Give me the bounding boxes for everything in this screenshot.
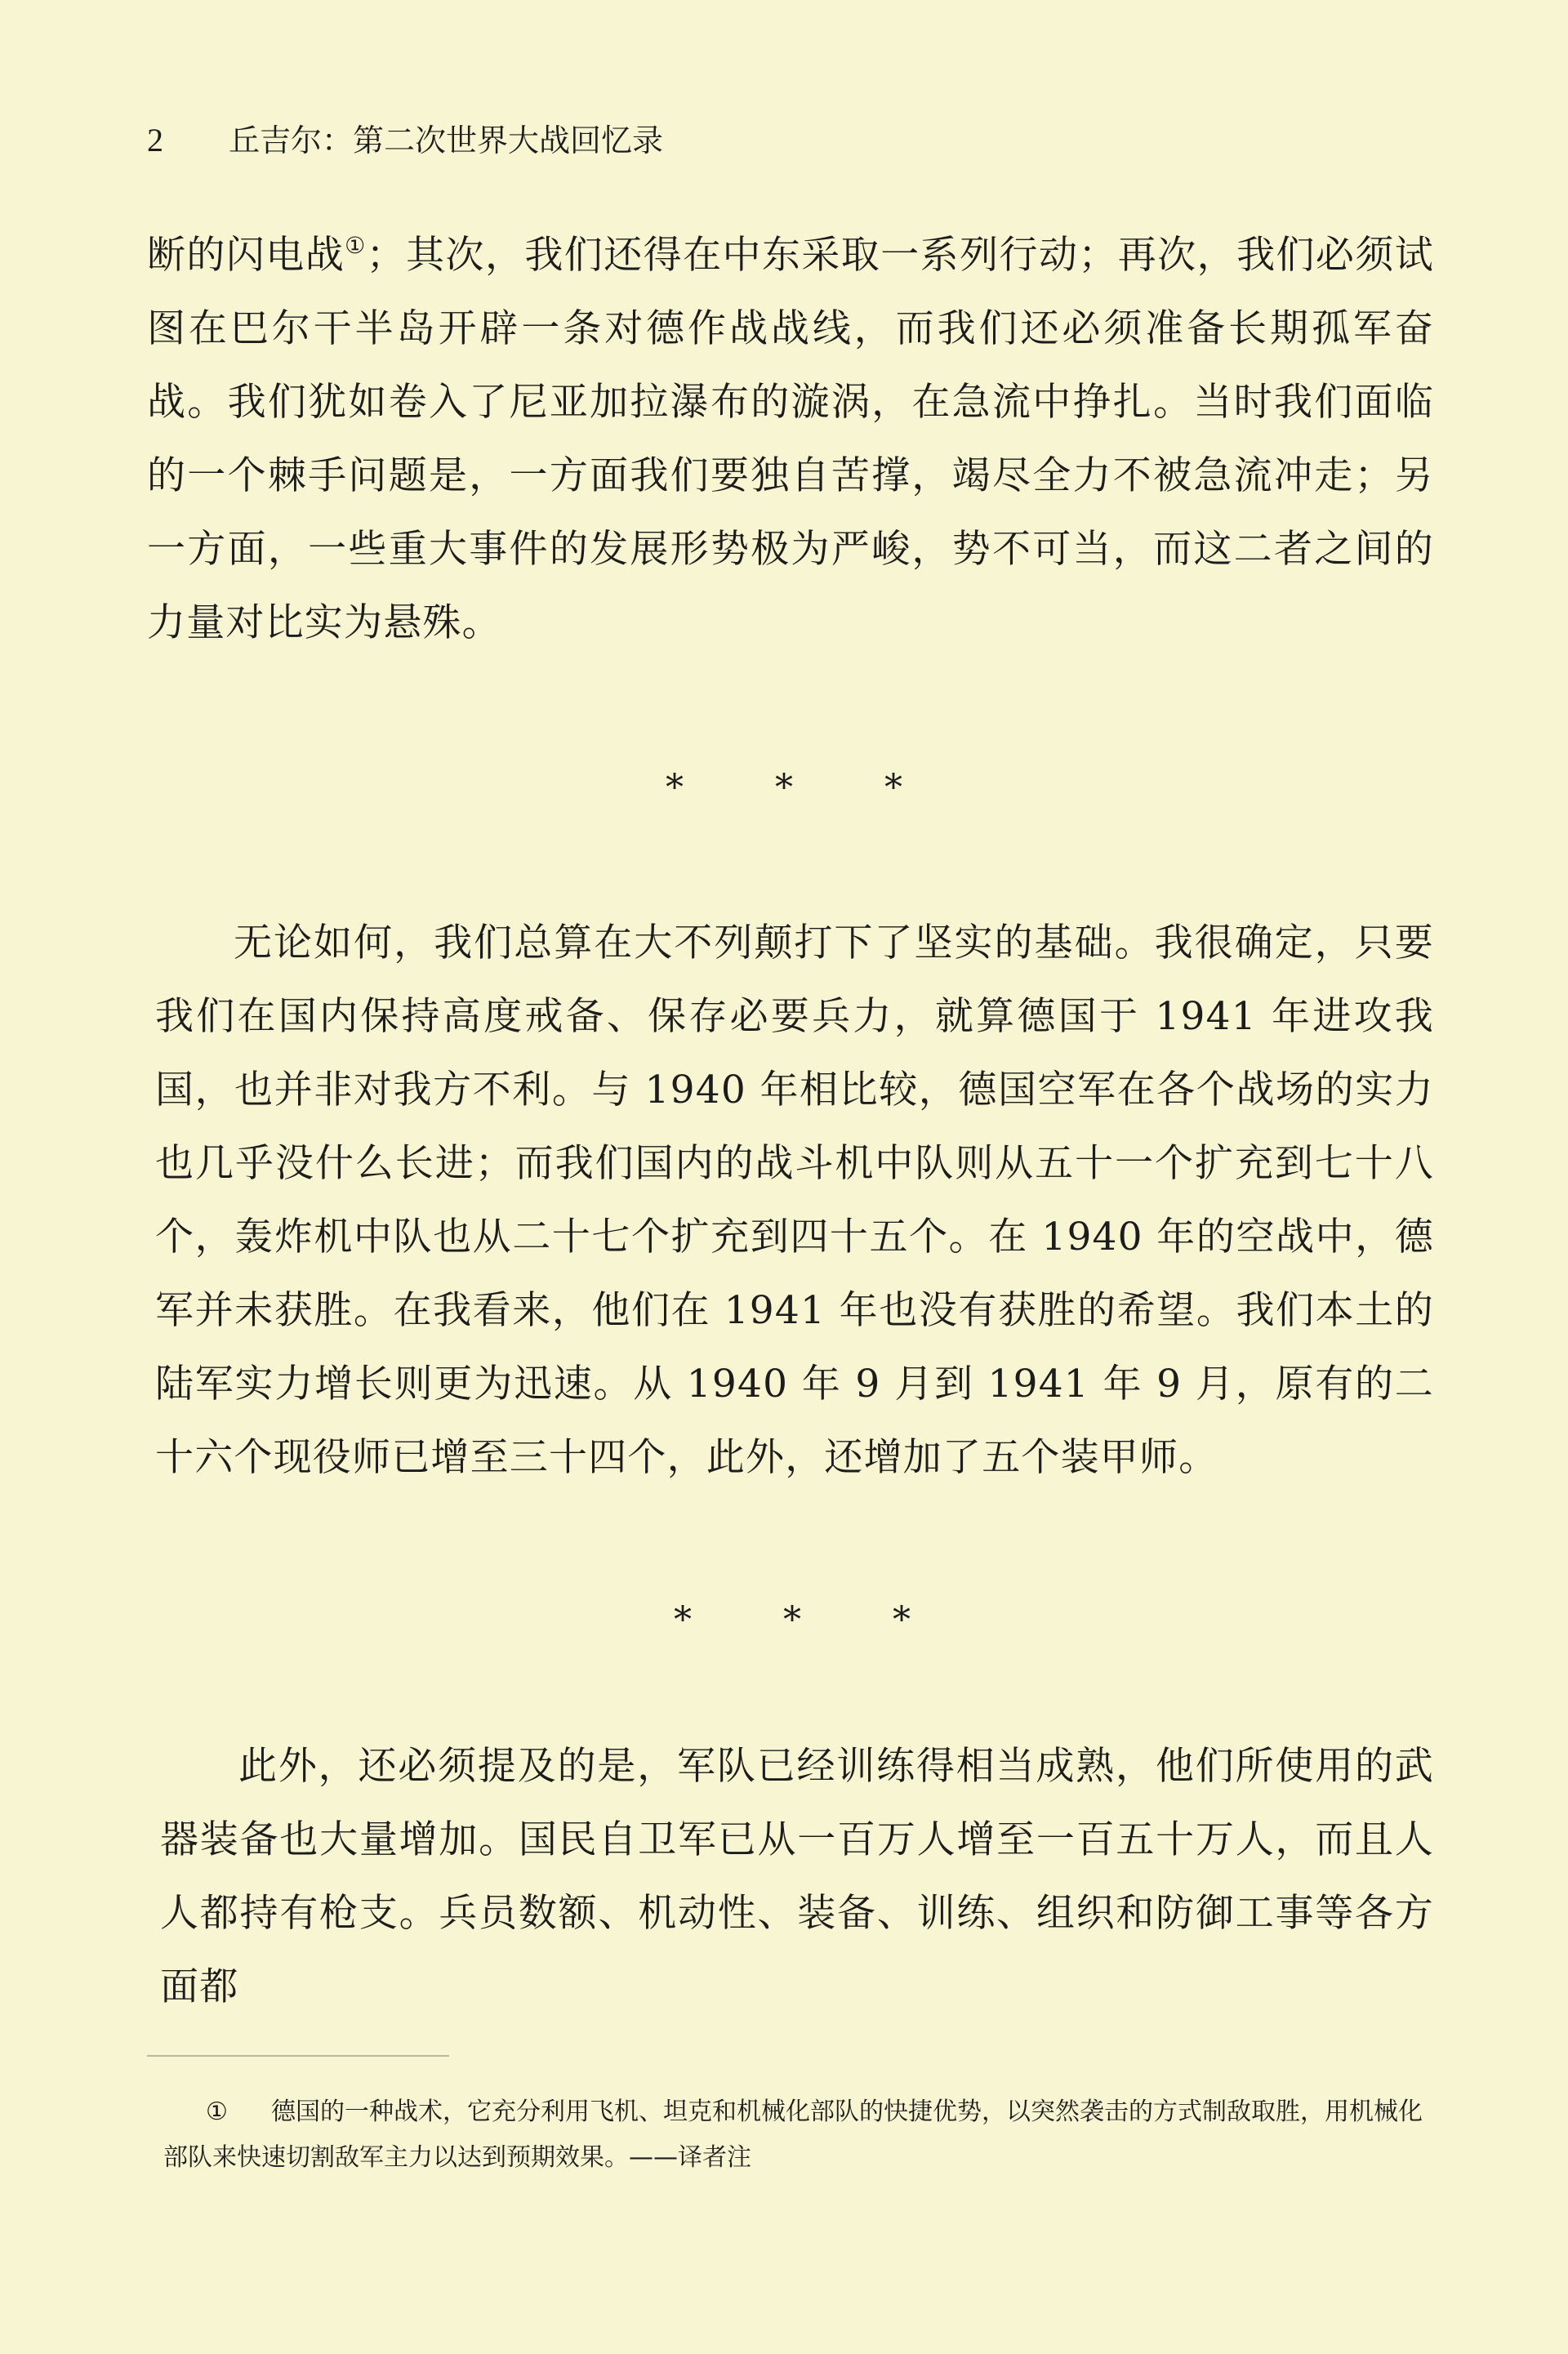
separator-star: * [666, 767, 684, 809]
section-separator [8, 1596, 1568, 1645]
paragraph-3: 此外，还必须提及的是，军队已经训练得相当成熟，他们所使用的武器装备也大量增加。国民自卫军已从一百万人增至一百五十万人，而且人人都持有枪支。兵员数额、机动性、装备、训练、组织和防御工事等各方面都 [160, 1744, 1434, 2009]
paragraph-1-start: 断的闪电战 [147, 233, 345, 278]
separator-star: * [893, 1599, 911, 1641]
paragraph-2: 无论如何，我们总算在大不列颠打下了坚实的基础。我很确定，只要我们在国内保持高度戒备、保存必要兵力，就算德国于 1941 年进攻我国，也并非对我方不利。与 1940 年相比较，德国空军在各个战场的实力也几乎没什么长进；而我们国内的战斗机中队则从五十一个扩充到七十八个，轰炸机中队也从二十七个扩充到四十五个。在 1940 年的空战中，德军并未获胜。在我看来，他们在 1941 年也没有获胜的希望。我们本土的陆军实力增长则更为迅速。从 1940 年 9 月到 1941 年 9 月，原有的二十六个现役师已增至三十四个，此外，还增加了五个装甲师。 [155, 921, 1434, 1480]
separator-star: * [884, 767, 902, 809]
separator-star: * [775, 767, 793, 809]
page-number: 2 [147, 122, 163, 158]
section-separator [0, 764, 1568, 813]
footnote [163, 2089, 1433, 2181]
footnote-marker: ① [206, 2098, 228, 2126]
paragraph-1-rest: ；其次，我们还得在中东采取一系列行动；再次，我们必须试图在巴尔干半岛开辟一条对德作战战线，而我们还必须准备长期孤军奋战。我们犹如卷入了尼亚加拉瀑布的漩涡，在急流中挣扎。当时我们面临的一个棘手问题是，一方面我们要独自苦撑，竭尽全力不被急流冲走；另一方面，一些重大事件的发展形势极为严峻，势不可当，而这二者之间的力量对比实为悬殊。 [147, 233, 1434, 645]
running-header [147, 116, 663, 165]
paragraph-1 [147, 219, 1434, 660]
footnote-divider [147, 2055, 449, 2057]
separator-star: * [783, 1599, 801, 1641]
footnote-reference[interactable]: ① [345, 232, 367, 259]
book-title: 丘吉尔：第二次世界大战回忆录 [229, 123, 664, 158]
footnote-text: 德国的一种战术，它充分利用飞机、坦克和机械化部队的快捷优势，以突然袭击的方式制敌取胜，用机械化部队来快速切割敌军主力以达到预期效果。——译者注 [163, 2098, 1423, 2172]
separator-star: * [674, 1599, 692, 1641]
